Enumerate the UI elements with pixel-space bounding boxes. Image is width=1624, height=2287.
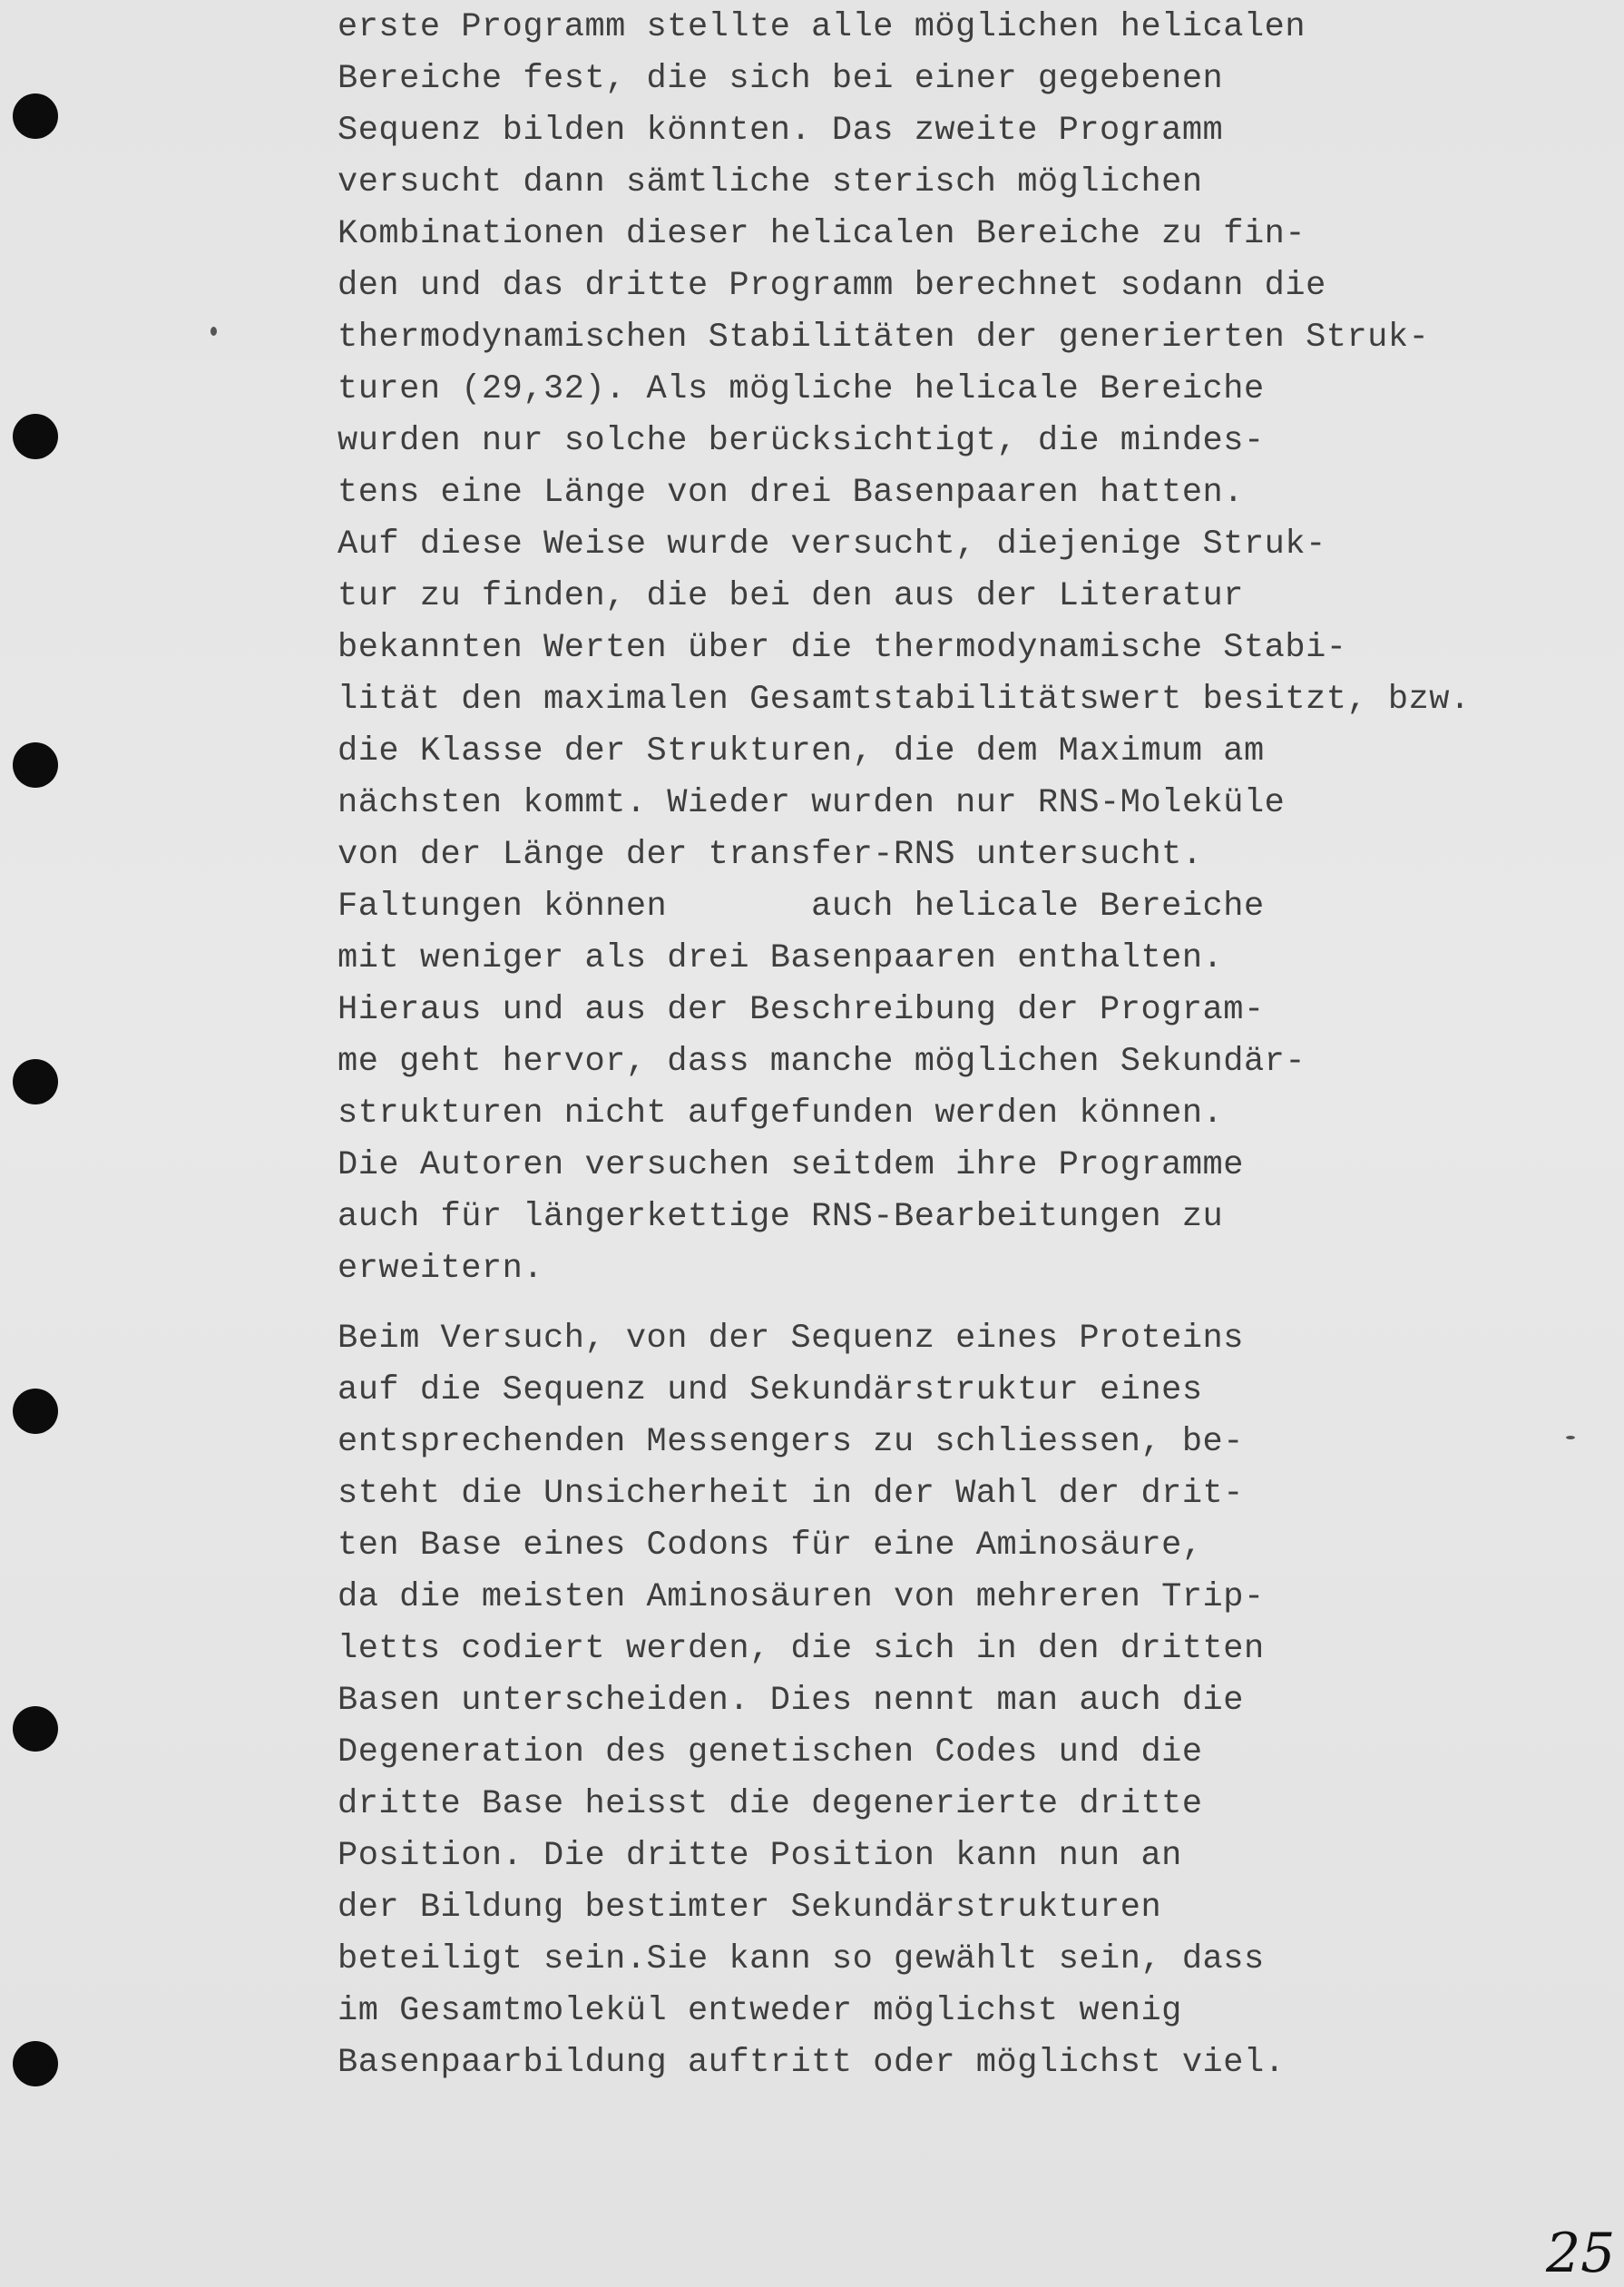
text-line: dritte Base heisst die degenerierte dritte bbox=[338, 1785, 1203, 1823]
text-line: den und das dritte Programm berechnet sodann die bbox=[338, 267, 1326, 305]
punch-hole bbox=[13, 1706, 58, 1752]
text-line: Bereiche fest, die sich bei einer gegebenen bbox=[338, 60, 1224, 98]
text-line: wurden nur solche berücksichtigt, die mindes- bbox=[338, 422, 1265, 460]
text-line: turen (29,32). Als mögliche helicale Bereiche bbox=[338, 370, 1265, 408]
punch-hole bbox=[13, 1059, 58, 1104]
punch-hole bbox=[13, 2041, 58, 2086]
paper-speck bbox=[1566, 1436, 1575, 1439]
text-line: erweitern. bbox=[338, 1250, 544, 1288]
text-line: Basen unterscheiden. Dies nennt man auch die bbox=[338, 1682, 1244, 1720]
text-line: me geht hervor, dass manche möglichen Sekundär- bbox=[338, 1043, 1306, 1081]
text-line: Basenpaarbildung auftritt oder möglichst viel. bbox=[338, 2044, 1286, 2082]
text-line: mit weniger als drei Basenpaaren enthalten. bbox=[338, 939, 1224, 977]
text-line: ten Base eines Codons für eine Aminosäure, bbox=[338, 1526, 1203, 1565]
punch-hole bbox=[13, 414, 58, 459]
paragraph-gap bbox=[338, 1295, 1390, 1313]
text-line: Position. Die dritte Position kann nun an bbox=[338, 1837, 1182, 1875]
text-line: lität den maximalen Gesamtstabilitätswert besitzt, bzw. bbox=[338, 681, 1471, 719]
text-line: letts codiert werden, die sich in den dritten bbox=[338, 1630, 1265, 1668]
text-line: bekannten Werten über die thermodynamische Stabi- bbox=[338, 629, 1347, 667]
text-line: nächsten kommt. Wieder wurden nur RNS-Moleküle bbox=[338, 784, 1286, 822]
text-line: auch für längerkettige RNS-Bearbeitungen zu bbox=[338, 1198, 1224, 1236]
paragraph-1 bbox=[338, 2, 1471, 1295]
text-line: Sequenz bilden könnten. Das zweite Programm bbox=[338, 112, 1224, 150]
text-line: beteiligt sein.Sie kann so gewählt sein, dass bbox=[338, 1940, 1265, 1978]
text-line: auf die Sequenz und Sekundärstruktur eines bbox=[338, 1371, 1203, 1409]
text-line: thermodynamischen Stabilitäten der generierten Struk- bbox=[338, 319, 1430, 357]
text-line: Beim Versuch, von der Sequenz eines Proteins bbox=[338, 1320, 1244, 1358]
text-line: Auf diese Weise wurde versucht, diejenige Struk- bbox=[338, 525, 1326, 564]
text-line: versucht dann sämtliche sterisch möglichen bbox=[338, 163, 1203, 201]
text-line: entsprechenden Messengers zu schliessen, be- bbox=[338, 1423, 1244, 1461]
text-line: im Gesamtmolekül entweder möglichst wenig bbox=[338, 1992, 1182, 2030]
text-line: Die Autoren versuchen seitdem ihre Programme bbox=[338, 1146, 1244, 1184]
text-line: tens eine Länge von drei Basenpaaren hatten. bbox=[338, 474, 1244, 512]
text-line: erste Programm stellte alle möglichen helicalen bbox=[338, 8, 1306, 46]
text-line: strukturen nicht aufgefunden werden können. bbox=[338, 1094, 1224, 1133]
text-line: Degeneration des genetischen Codes und die bbox=[338, 1733, 1203, 1772]
text-line: Faltungen können auch helicale Bereiche bbox=[338, 888, 1265, 926]
text-line: Hieraus und aus der Beschreibung der Program- bbox=[338, 991, 1265, 1029]
text-line: der Bildung bestimter Sekundärstrukturen bbox=[338, 1889, 1162, 1927]
text-line: Kombinationen dieser helicalen Bereiche zu fin- bbox=[338, 215, 1306, 253]
punch-hole bbox=[13, 1389, 58, 1434]
text-line: da die meisten Aminosäuren von mehreren Trip- bbox=[338, 1578, 1265, 1616]
paper-speck bbox=[210, 327, 217, 336]
typed-text-block bbox=[338, 2, 1471, 2089]
text-line: die Klasse der Strukturen, die dem Maximum am bbox=[338, 732, 1265, 771]
punch-hole bbox=[13, 742, 58, 788]
text-line: steht die Unsicherheit in der Wahl der drit- bbox=[338, 1475, 1244, 1513]
text-line: von der Länge der transfer-RNS untersucht. bbox=[338, 836, 1203, 874]
page-number: 25 bbox=[1546, 2222, 1616, 2285]
paragraph-2 bbox=[338, 1313, 1390, 2089]
punch-hole bbox=[13, 93, 58, 139]
text-line: tur zu finden, die bei den aus der Literatur bbox=[338, 577, 1244, 615]
